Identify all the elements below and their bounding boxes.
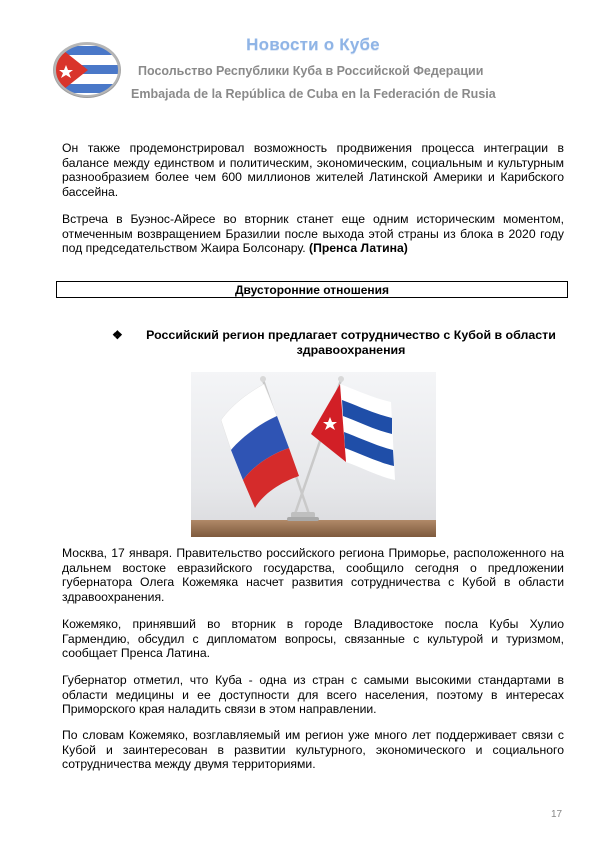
- article-title: [112, 328, 568, 358]
- section-title: Двусторонние отношения: [56, 281, 568, 298]
- header-subtitle-es: Embajada de la República de Cuba en la Federación de Rusia: [131, 87, 496, 101]
- paragraph-meeting-text: Встреча в Буэнос-Айресе во вторник станет еще одним историческим моментом, отмеченным возвращением Бразилии после выхода этой страны из блока в 2020 году под председательством Жаира Болсонару.: [62, 212, 564, 256]
- flags-photo: [191, 372, 436, 537]
- article-title-text: Российский регион предлагает сотрудничество с Кубой в области здравоохранения: [146, 328, 556, 357]
- article-paragraph-1: Москва, 17 января. Правительство российского региона Приморье, расположенного на дальнем востоке евразийского государства, сообщило сегодня о предложении губернатора Олега Кожемяка насчет развития сотрудничества с Кубой в области здравоохранения.: [62, 546, 564, 604]
- source-label: (Пренса Латина): [309, 241, 408, 256]
- paragraph-integration: Он также продемонстрировал возможность продвижения процесса интеграции в балансе между единством и политическим, экономическим, социальным и культурным разнообразием более чем 600 миллионов жителей Латинской Америки и Карибского бассейна.: [62, 141, 564, 199]
- article-paragraph-4: По словам Кожемяко, возглавляемый им регион уже много лет поддерживает связи с Кубой и заинтересован в развитии культурного, экономического и социального сотрудничества между двумя территориями.: [62, 728, 564, 772]
- header-title: Новости о Кубе: [246, 35, 380, 54]
- header-subtitle-ru: Посольство Республики Куба в Российской Федерации: [138, 64, 484, 78]
- paragraph-meeting: [62, 212, 564, 256]
- page-number: 17: [551, 809, 563, 820]
- article-paragraph-2: Кожемяко, принявший во вторник в городе Владивостоке посла Кубы Хулио Гармендию, обсудил с дипломатом вопросы, связанные с культурой и туризмом, сообщает Пренса Латина.: [62, 617, 564, 661]
- bullet-icon: ❖: [112, 328, 123, 342]
- article-paragraph-3: Губернатор отметил, что Куба - одна из стран с самыми высокими стандартами в области медицины и ее доступности для всего населения, поэтому в интересах Приморского края наладить связи в этом направлении.: [62, 673, 564, 717]
